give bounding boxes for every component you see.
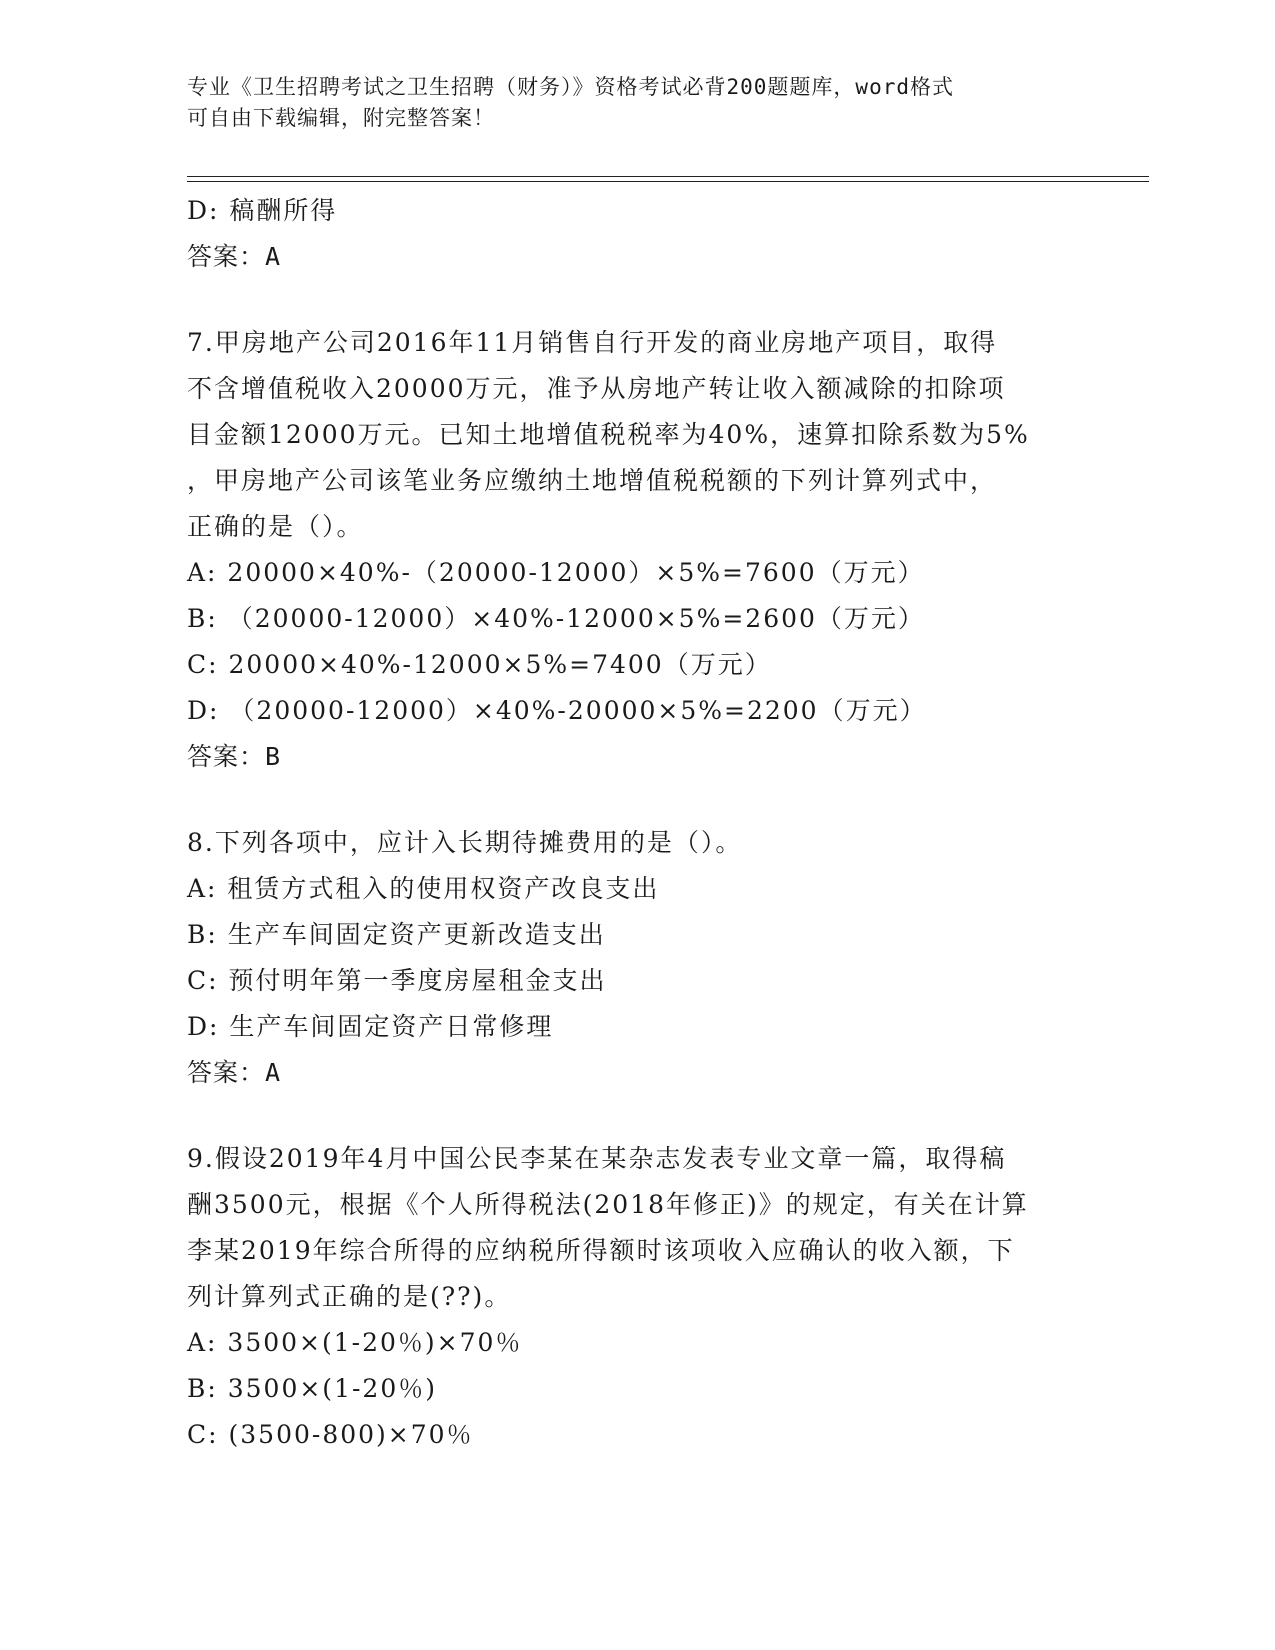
q9-stem-line: 李某2019年综合所得的应纳税所得额时该项收入应确认的收入额，下 bbox=[187, 1236, 1015, 1265]
q7-stem-line: ，甲房地产公司该笔业务应缴纳土地增值税税额的下列计算列式中， bbox=[187, 466, 998, 495]
q7-option-c: C: 20000×40%-12000×5%=7400（万元） bbox=[187, 650, 772, 679]
q6-option-d: D: 稿酬所得 bbox=[187, 196, 338, 225]
q9-stem-line: 9.假设2019年4月中国公民李某在某杂志发表专业文章一篇，取得稿 bbox=[187, 1144, 1007, 1173]
q7-stem-line: 目金额12000万元。已知土地增值税税率为40%，速算扣除系数为5% bbox=[187, 420, 1030, 449]
q9-option-c: C: (3500-800)×70％ bbox=[187, 1420, 474, 1449]
q9-stem-line: 酬3500元，根据《个人所得税法(2018年修正)》的规定，有关在计算 bbox=[187, 1190, 1029, 1219]
q8-option-a: A: 租赁方式租入的使用权资产改良支出 bbox=[187, 874, 660, 903]
q6-answer: 答案：A bbox=[187, 242, 282, 271]
question-7 bbox=[187, 320, 1087, 780]
q9-option-b: B: 3500×(1-20％) bbox=[187, 1374, 437, 1403]
document-header bbox=[187, 72, 1067, 134]
spacer bbox=[187, 1096, 1087, 1136]
header-line-1: 专业《卫生招聘考试之卫生招聘（财务）》资格考试必背200题题库，word格式 bbox=[187, 75, 954, 99]
q8-option-c: C: 预付明年第一季度房屋租金支出 bbox=[187, 966, 607, 995]
q7-answer: 答案：B bbox=[187, 742, 282, 771]
document-body bbox=[187, 188, 1087, 1458]
q8-answer: 答案：A bbox=[187, 1058, 282, 1087]
q7-option-a: A: 20000×40%-（20000-12000）×5%=7600（万元） bbox=[187, 558, 925, 587]
q8-stem: 8.下列各项中，应计入长期待摊费用的是（）。 bbox=[187, 828, 743, 857]
q9-stem-line: 列计算列式正确的是(??)。 bbox=[187, 1282, 512, 1311]
q7-option-d: D: （20000-12000）×40%-20000×5%=2200（万元） bbox=[187, 696, 927, 725]
q7-option-b: B: （20000-12000）×40%-12000×5%=2600（万元） bbox=[187, 604, 925, 633]
header-line-2: 可自由下载编辑，附完整答案！ bbox=[187, 106, 495, 130]
question-6 bbox=[187, 188, 1087, 280]
q7-stem-line: 不含增值税收入20000万元，准予从房地产转让收入额减除的扣除项 bbox=[187, 374, 1006, 403]
q7-stem-line: 7.甲房地产公司2016年11月销售自行开发的商业房地产项目，取得 bbox=[187, 328, 998, 357]
q8-option-d: D: 生产车间固定资产日常修理 bbox=[187, 1012, 554, 1041]
header-double-rule bbox=[187, 176, 1149, 182]
q7-stem-line: 正确的是（）。 bbox=[187, 512, 364, 541]
question-9 bbox=[187, 1136, 1087, 1458]
spacer bbox=[187, 280, 1087, 320]
q8-option-b: B: 生产车间固定资产更新改造支出 bbox=[187, 920, 606, 949]
q9-option-a: A: 3500×(1-20％)×70％ bbox=[187, 1328, 523, 1357]
spacer bbox=[187, 780, 1087, 820]
question-8 bbox=[187, 820, 1087, 1096]
